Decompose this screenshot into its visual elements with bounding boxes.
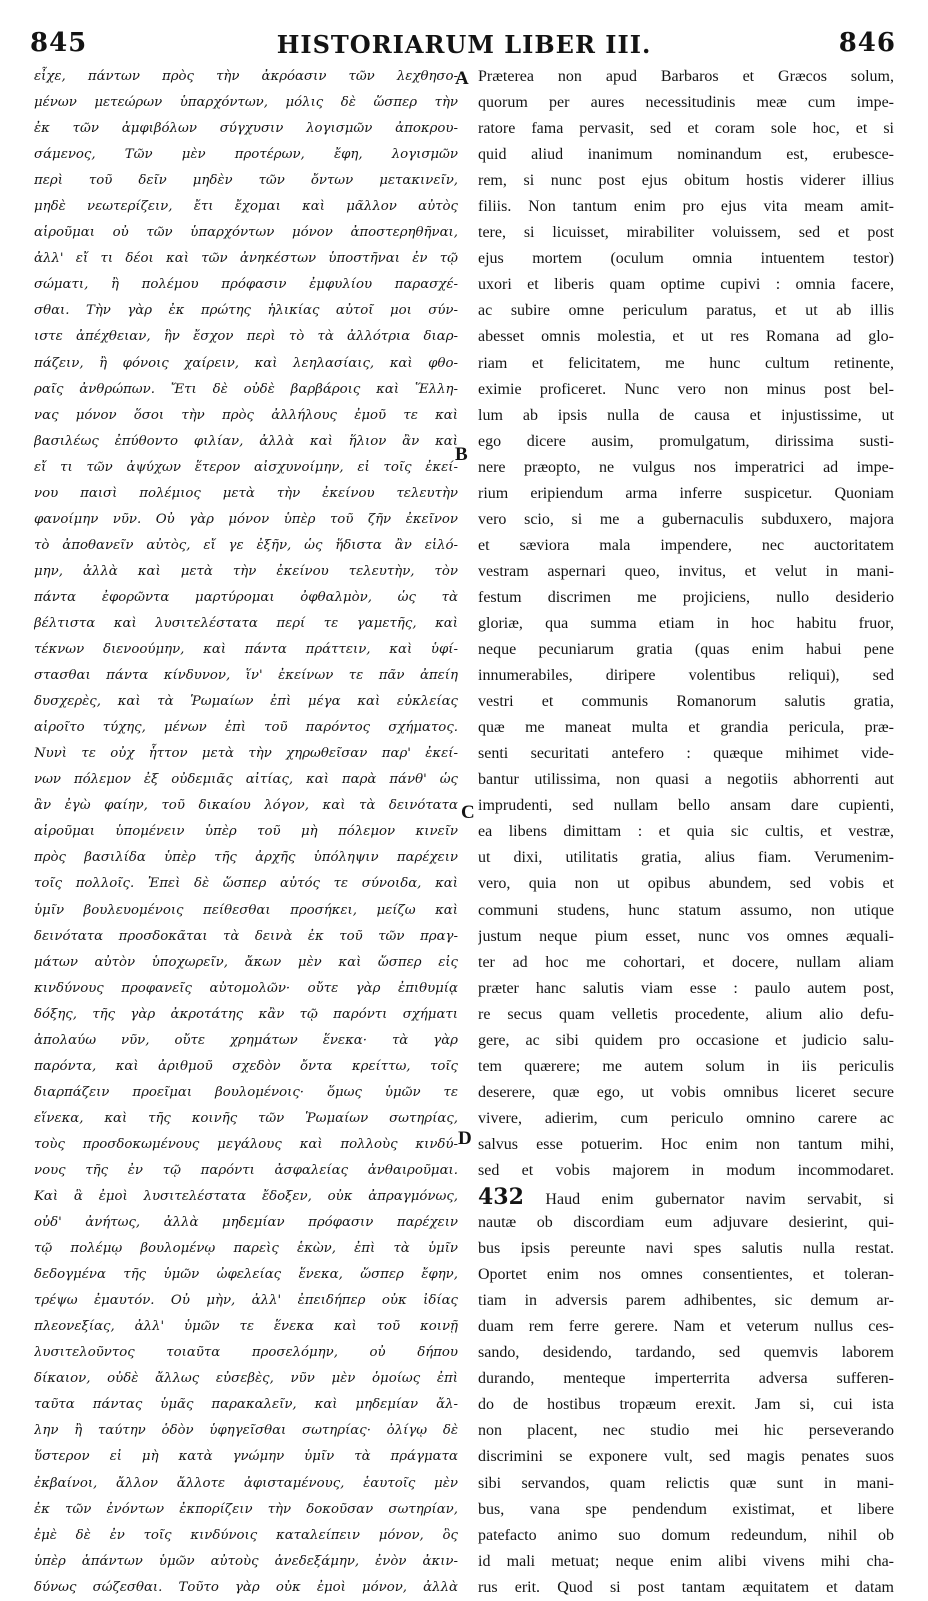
latin-text-line: bus, vana spe pendendum existimat, et libere [478,1500,894,1518]
greek-text-line: κινδύνους προφανεῖς αὐτομολῶν· οὔτε γὰρ ἐπιθυμίᾳ [34,980,458,996]
greek-text-line: βασιλέως ἐπύθοντο φιλίαν, ἀλλὰ καὶ ἥλιον ἂν καὶ [34,433,458,449]
latin-text-line: do de hostibus tropæum erexit. Jam si, cui ista [478,1396,894,1414]
greek-text-line: δόξης, τῆς γὰρ ἀκροτάτης κἂν τῷ παρόντι σχήματι [34,1006,458,1022]
latin-text-line [478,1184,894,1210]
greek-text-line: εἵνεκα, καὶ τῆς κοινῆς τῶν Ῥωμαίων σωτηρίας, [34,1110,458,1126]
latin-text-line: durando, menteque imperterrita adversa sufferen- [478,1370,894,1388]
latin-text-line: id mali metuat; neque enim alibi vivens mihi cha- [478,1552,894,1570]
latin-text-column [478,64,894,1601]
greek-text-column [34,64,458,1601]
latin-text-line: vestri et communis Romanorum salutis gratia, [478,693,894,711]
latin-text-line: sando, desidendo, tardando, sed quemvis laborem [478,1344,894,1362]
greek-text-line: οὐδ' ἀνήτως, ἀλλὰ μηδεμίαν πρόφασιν παρέχειν [34,1215,458,1231]
greek-text-line: τὸ ἀποθανεῖν αὐτὸς, εἴ γε ἐξῆν, ὡς ἥδιστα ἂν εἱλό- [34,537,458,553]
latin-text-line: ut dixi, utilitatis gratia, alius fiam. Verumenim- [478,849,894,867]
greek-text-line: περὶ τοῦ δεῖν μηδὲν τῶν ὄντων μετακινεῖν, [34,173,458,189]
greek-text-line: στασθαι πάντα κίνδυνον, ἵν' ἐκείνων τε πᾶν ἀπείη [34,668,458,684]
greek-text-line: βέλτιστα καὶ λυσιτελέστατα περί τε γαμετῆς, καὶ [34,615,458,631]
margin-marker-a: A [455,68,469,89]
latin-text-line: ejus mortem (oculum omnia intuentem testor) [478,250,894,268]
greek-text-line: φανοίμην νῦν. Οὐ γὰρ μόνον ὑπὲρ τοῦ ζῆν ἐκεῖνον [34,511,458,527]
page-header [0,26,928,66]
latin-text-line: vestram aspernari queo, invitus, et velut in mani- [478,562,894,580]
greek-text-line: σάμενος, Τῶν μὲν προτέρων, ἔφη, λογισμῶν [34,147,458,163]
greek-text-line: ὑμῖν βουλευομένοις πείθεσθαι προσήκει, μείζω καὶ [34,902,458,918]
greek-text-line: εἴ τι τῶν ἀψύχων ἕτερον αἰσχυνοίμην, εἰ τοῖς ἐκεί- [34,459,458,475]
latin-text-line: filiis. Non tantum enim pro ejus vita meam amit- [478,198,894,216]
greek-text-line: ἐκ τῶν ἐνόντων ἐκπορίζειν τὴν δοκοῦσαν σωτηρίαν, [34,1501,458,1517]
latin-text-line: innumerabiles, diripere volentibus reliqui), sed [478,667,894,685]
greek-text-line: νων πόλεμον ἐξ οὐδεμιᾶς αἰτίας, καὶ παρὰ πάνθ' ὡς [34,772,458,788]
latin-text-segment: Haud enim gubernator navim servabit, si [545,1191,894,1209]
latin-text-line: abesset omnis molestia, et ut res Romana ad glo- [478,328,894,346]
greek-text-line: Καὶ ἃ ἐμοὶ λυσιτελέστατα ἔδοξεν, οὐκ ἀπραγμόνως, [34,1189,458,1205]
latin-text-line: vivere, adierim, cum periculo omnino carere ac [478,1109,894,1127]
latin-text-line: et sæviora mala impendere, nec auctoritatem [478,536,894,554]
latin-text-line: Oportet enim nos omnes consentientes, et toleran- [478,1266,894,1284]
greek-text-line: δεδογμένα τῆς ὑμῶν ὠφελείας ἕνεκα, ὥσπερ ἔφην, [34,1267,458,1283]
greek-text-line: ἐκ τῶν ἀμφιβόλων σύγχυσιν λογισμῶν ἀποκρου- [34,121,458,137]
latin-text-line: rus erit. Quod si post tantam æquitatem et datam [478,1578,894,1596]
latin-text-line: sibi servandos, quam relictis quæ sunt in mani- [478,1474,894,1492]
latin-text-line: discrimini se exponere vult, sed magis penates suos [478,1448,894,1466]
greek-text-line: πρὸς βασιλίδα ὑπὲρ τῆς ἀρχῆς ὑπόληψιν παρέχειν [34,850,458,866]
page-number-left: 845 [30,28,88,58]
margin-marker-b: B [455,444,468,465]
greek-text-line: μένων μετεώρων ὑπαρχόντων, μόλις δὲ ὥσπερ τὴν [34,95,458,111]
greek-text-line: τρέψω ἐμαυτόν. Οὐ μὴν, ἀλλ' ἐπειδήπερ οὐκ ἰδίας [34,1293,458,1309]
greek-text-line: νους τῆς ἐν τῷ παρόντι ἀσφαλείας ἀνθαιροῦμαι. [34,1162,458,1178]
latin-text-line: tere, si licuisset, mirabiliter voluissem, sed et post [478,224,894,242]
latin-text-line: non placent, nec studio mei hic perseverando [478,1422,894,1440]
latin-text-line: sed et vobis majorem in modum incommodaret. [478,1161,894,1179]
folio-number: 432 [478,1184,524,1211]
greek-text-line: δεινότατα προσδοκᾶται τὰ δεινὰ ἐκ τοῦ τῶν πραγ- [34,928,458,944]
greek-text-line: ιστε ἀπέχθειαν, ἣν ἔσχον περὶ τὸ τὰ ἀλλότρια διαρ- [34,329,458,345]
greek-text-line: ὕστερον εἰ μὴ κατὰ γνώμην ὑμῖν τὰ πράγματα [34,1449,458,1465]
latin-text-line: senti securitati antefero : quæque mihimet vide- [478,745,894,763]
greek-text-line: ἐμὲ δὲ ἐν τοῖς κινδύνοις καταλείπειν μόνον, ὃς [34,1527,458,1543]
greek-text-line: σώματι, ἢ πολέμου πρόφασιν ἐμφυλίου παρασχέ- [34,277,458,293]
greek-text-line: μηδὲ νεωτερίζειν, ἔτι ἔχομαι καὶ μᾶλλον αὐτὸς [34,199,458,215]
greek-text-line: τοῖς πολλοῖς. Ἐπεὶ δὲ ὥσπερ αὐτός τε σύνοιδα, καὶ [34,876,458,892]
latin-text-line: gloriæ, qua summa etiam in hoc habitu fruor, [478,614,894,632]
greek-text-line: ἀλλ' εἴ τι δέοι καὶ τῶν ἀνηκέστων ὑποστῆναι ἐν τῷ [34,251,458,267]
latin-text-line: eximie proficeret. Nunc vero non minus post bel- [478,380,894,398]
greek-text-line: εἶχε, πάντων πρὸς τὴν ἀκρόασιν τῶν λεχθησο- [34,69,458,84]
greek-text-line: ὑπὲρ ἁπάντων ὑμῶν αὐτοὺς ἀνεδεξάμην, ἐνὸν ἀκιν- [34,1553,458,1569]
greek-text-line: διαρπάζειν προεῖμαι βουλομένοις· ὅμως ὑμῶν τε [34,1084,458,1100]
latin-text-line: ego dicere ausim, promulgatum, dirissima susti- [478,432,894,450]
latin-text-line: riam et felicitatem, me hunc cultum retinente, [478,354,894,372]
greek-text-line: σθαι. Τὴν γὰρ ἐκ πρώτης ἡλικίας αὐτοῖ μοι σύν- [34,303,458,319]
latin-text-line: bus ipsis pereunte navi spes salutis nulla restat. [478,1240,894,1258]
latin-text-line: quæ me maneat multa et grandia pericula, præ- [478,719,894,737]
latin-text-line: quorum per aures necessitudinis meæ cum impe- [478,94,894,112]
greek-text-line: ἐκβαίνοι, ἄλλον ἄλλοτε ἀφισταμένους, ἑαυτοῖς μὲν [34,1475,458,1491]
page-number-right: 846 [838,28,896,58]
latin-text-line: ter ad hoc me cohortari, et docere, nullam aliam [478,953,894,971]
latin-text-line: uxori et liberis quam optime cupivi : omnia facere, [478,276,894,294]
latin-text-line: præter hanc salutis viam esse : paulo autem post, [478,979,894,997]
latin-text-line: patefacto animo suo domum redeundum, nihil ob [478,1526,894,1544]
greek-text-line: δύνως σώζεσθαι. Τοῦτο γὰρ οὐκ ἐμοὶ μόνον, ἀλλὰ [34,1579,458,1595]
latin-text-line: vero, quia non ut opibus abundem, sed vobis et [478,875,894,893]
margin-marker-c: C [461,802,475,823]
greek-text-line: μην, ἀλλὰ καὶ μετὰ τὴν ἐκείνου τελευτὴν, τὸν [34,563,458,579]
latin-text-line: nere præopto, ne vulgus nos imperatrici ad impe- [478,458,894,476]
latin-text-line: imprudenti, sed nullam bello ansam dare cupienti, [478,797,894,815]
latin-text-line: salvus esse potuerim. Hoc enim non tantum mihi, [478,1135,894,1153]
latin-text-line: ratore fama pervasit, sed et coram sole hoc, et si [478,120,894,138]
latin-text-line: ac subire omne periculum paratus, et ut ab illis [478,302,894,320]
latin-text-line: gere, ac sibi quidem pro occasione et judicio salu- [478,1031,894,1049]
latin-text-line: rium eripiendum arma inferre suspicetur. Quoniam [478,484,894,502]
latin-text-line: deserere, quæ ego, ut vobis omnibus liceret secure [478,1083,894,1101]
margin-marker-d: D [458,1128,472,1149]
greek-text-line: πλεονεξίας, ἀλλ' ὑμῶν τε ἕνεκα καὶ τοῦ κοινῇ [34,1319,458,1335]
greek-text-line: λυσιτελοῦντος τοιαῦτα προσελόμην, οὐ δήπου [34,1345,458,1361]
greek-text-line: ραῖς ἀνθρώπων. Ἔτι δὲ οὐδὲ βαρβάροις καὶ Ἕλλη- [34,381,458,397]
greek-text-line: νας μόνον ὅσοι τὴν πρὸς ἀλλήλους ἐμοῦ τε καὶ [34,407,458,423]
latin-text-line: tem quærere; me autem solum in iis periculis [478,1057,894,1075]
latin-text-line: quid aliud inanimum nominandum est, erubesce- [478,146,894,164]
greek-text-line: Νυνὶ τε οὐχ ἧττον μετὰ τὴν χηρωθεῖσαν παρ' ἐκεί- [34,746,458,762]
greek-text-line: αἱροῦμαι οὐ τῶν ὑπαρχόντων μόνον ἀποστερηθῆναι, [34,225,458,241]
greek-text-line: λην ἢ ταύτην ὁδὸν ὑφηγεῖσθαι σωτηρίας· ὀλίγῳ δὲ [34,1423,458,1439]
latin-text-line: rem, si nunc post ejus obitum hostis viderer illius [478,172,894,190]
latin-text-line: neque pecuniarum gratia (quas enim habui pene [478,641,894,659]
latin-text-line: justum neque pium esset, nunc vos omnes æquali- [478,927,894,945]
latin-text-line: lum ab ipsis nulla de causa et injustissime, ut [478,406,894,424]
greek-text-line: αἱροῖτο τύχης, μένων ἐπὶ τοῦ παρόντος σχήματος. [34,720,458,736]
latin-text-line: re secus quam velletis procedente, alium alio defu- [478,1005,894,1023]
latin-text-line: festum discrimen me projiciens, nullo desiderio [478,588,894,606]
greek-text-line: ταῦτα πάντας ὑμᾶς παρακαλεῖν, καὶ μηδεμίαν ἄλ- [34,1397,458,1413]
latin-text-line: vero scio, si me a gubernaculis subduxero, majora [478,510,894,528]
latin-text-line: Præterea non apud Barbaros et Græcos solum, [478,68,894,85]
running-title: HISTORIARUM LIBER III. [276,30,652,59]
greek-text-line: δίκαιον, οὐδὲ ἄλλως εὐσεβὲς, νῦν μὲν ὁμοίως ἐπὶ [34,1371,458,1387]
greek-text-line: τέκνων διενοούμην, καὶ πάντα πράττειν, καὶ ὑφί- [34,642,458,658]
latin-text-line: bantur utilissima, non quasi a negotiis abhorrenti aut [478,771,894,789]
greek-text-line: τῷ πολέμῳ βουλομένῳ παρεὶς ἑκὼν, ἐπὶ τὰ ὑμῖν [34,1241,458,1257]
greek-text-line: μάτων αὐτὸν ὑποχωρεῖν, ἄκων μὲν καὶ ὥσπερ εἰς [34,954,458,970]
latin-text-line: ea libens dimittam : et quia sic cultis, et vestræ, [478,823,894,841]
greek-text-line: ἀπολαύω νῦν, οὔτε χρημάτων ἕνεκα· τὰ γὰρ [34,1032,458,1048]
greek-text-line: πάντα ἐφορῶντα μαρτύρομαι ὀφθαλμὸν, ὡς τὰ [34,589,458,605]
latin-text-line: communi studens, hunc statum assumo, non utique [478,901,894,919]
greek-text-line: αἱροῦμαι ὑπομένειν ὑπὲρ τοῦ μὴ πόλεμον κινεῖν [34,824,458,840]
latin-text-line: tiam in adversis parem adhibentes, sic demum ar- [478,1292,894,1310]
greek-text-line: παρόντα, καὶ ἀριθμοῦ σχεδὸν ὄντα κρείττω, τοῖς [34,1058,458,1074]
greek-text-line: τοὺς προσδοκωμένους μεγάλους καὶ πολλοὺς κινδύ- [34,1136,458,1152]
greek-text-line: δυσχερὲς, καὶ τὰ Ῥωμαίων ἐπὶ μέγα καὶ εὐκλείας [34,694,458,710]
greek-text-line: πάζειν, ἢ φόνοις χαίρειν, καὶ λεηλασίαις, καὶ φθο- [34,355,458,371]
greek-text-line: νου παισὶ πολέμιος μετὰ τὴν ἐκείνου τελευτὴν [34,485,458,501]
latin-text-line: duam rem ferre gerere. Nam et veterum nullus ces- [478,1318,894,1336]
latin-text-line: nautæ ob discordiam eum adjuvare desierint, qui- [478,1214,894,1232]
greek-text-line: ἂν ἐγὼ φαίην, τοῦ δικαίου λόγον, καὶ τὰ δεινότατα [34,798,458,814]
